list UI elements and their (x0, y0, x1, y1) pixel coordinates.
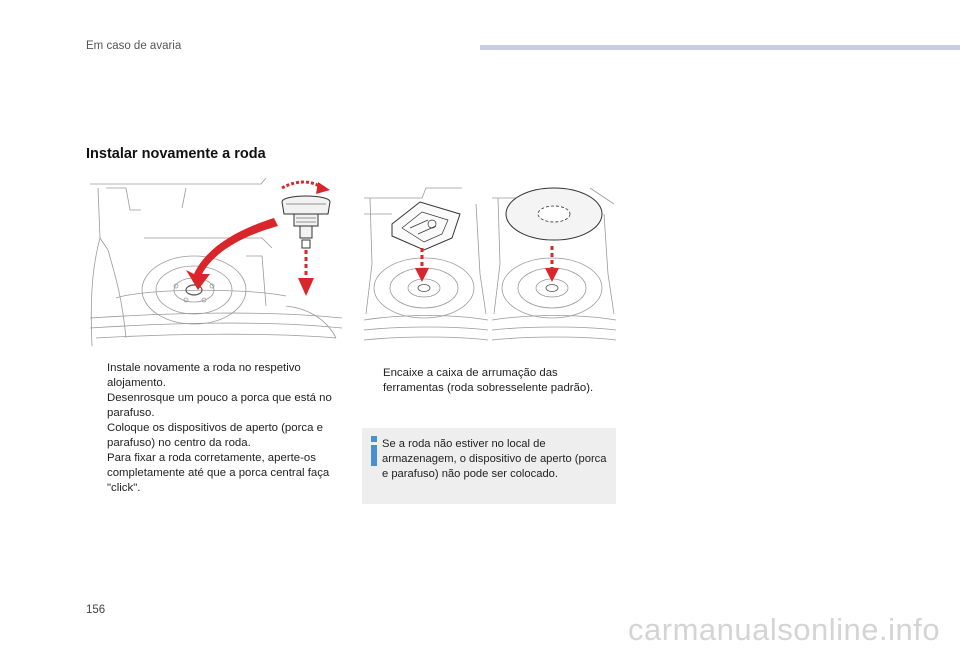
spare-wheel-install-illustration (86, 178, 342, 350)
info-note (362, 428, 616, 504)
list-item (86, 421, 344, 451)
step-text: Coloque os dispositivos de aperto (porca e parafuso) no centro da roda. (107, 422, 323, 449)
list-item (86, 451, 344, 496)
left-step-list (86, 361, 344, 496)
toolbox-install-illustration (362, 184, 488, 346)
note-text: Se a roda não estiver no local de armazenagem, o dispositivo de aperto (porca e parafuso) não pode ser colocado. (382, 438, 607, 480)
list-item (86, 391, 344, 421)
watermark: carmanualsonline.info (628, 612, 941, 647)
step-text: Desenrosque um pouco a porca que está no parafuso. (107, 392, 332, 419)
step-text: Para fixar a roda corretamente, aperte-os completamente até que a porca central faça "click". (107, 452, 330, 494)
page-number: 156 (86, 604, 106, 616)
right-step-list (362, 366, 612, 396)
step-text: Encaixe a caixa de arrumação das ferramentas (roda sobresselente padrão). (383, 367, 594, 394)
header-title: Em caso de avaria (86, 40, 182, 52)
list-item (86, 361, 344, 391)
step-text: Instale novamente a roda no respetivo alojamento. (107, 362, 301, 389)
list-item (362, 366, 612, 396)
header-accent-bar (480, 45, 960, 50)
info-icon (370, 436, 378, 466)
section-title: Instalar novamente a roda (86, 146, 266, 162)
wheel-cover-illustration (490, 184, 616, 346)
